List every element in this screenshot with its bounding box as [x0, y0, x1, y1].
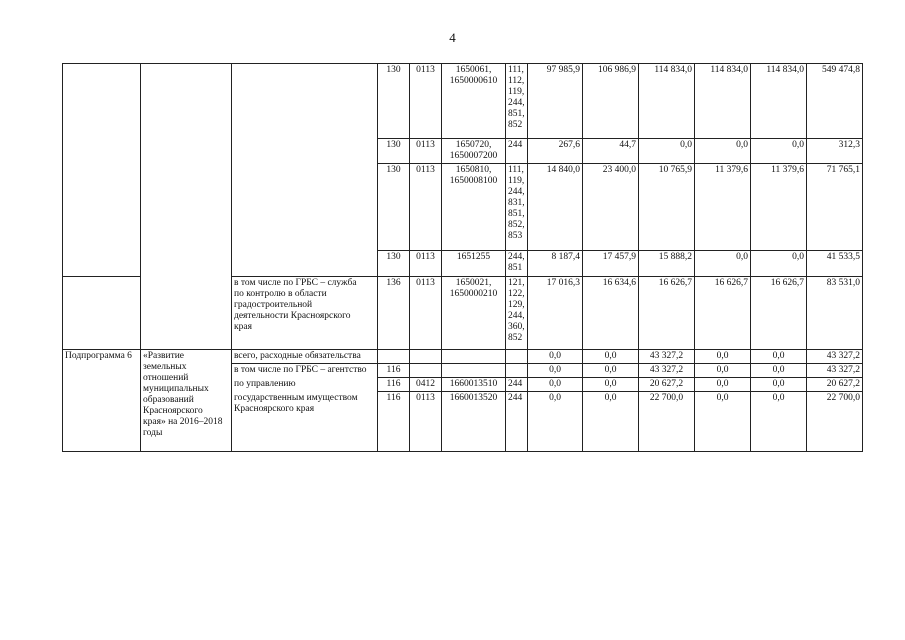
- label-cell: в том числе по ГРБС – служба по контролю в области градостроительной деятельности Красноярского края: [232, 277, 378, 350]
- vr-cell: [506, 364, 528, 378]
- csr-cell: [442, 350, 506, 364]
- label-cell: всего, расходные обязательства: [232, 350, 378, 364]
- vr-cell: 244: [506, 139, 528, 164]
- total-cell: 43 327,2: [807, 364, 863, 378]
- grbs-cell: 130: [378, 251, 410, 277]
- value-cell: 114 834,0: [639, 64, 695, 139]
- rzpr-cell: 0412: [410, 378, 442, 392]
- grbs-cell: 130: [378, 164, 410, 251]
- value-cell: 0,0: [639, 139, 695, 164]
- value-cell: 0,0: [751, 350, 807, 364]
- grbs-cell: 116: [378, 364, 410, 378]
- grbs-cell: 136: [378, 277, 410, 350]
- rzpr-cell: 0113: [410, 139, 442, 164]
- label-cell: по управлению: [232, 378, 378, 392]
- value-cell: 44,7: [583, 139, 639, 164]
- value-cell: 97 985,9: [528, 64, 583, 139]
- vr-cell: 244: [506, 378, 528, 392]
- value-cell: 0,0: [528, 350, 583, 364]
- value-cell: 0,0: [583, 378, 639, 392]
- csr-cell: 1650810, 1650008100: [442, 164, 506, 251]
- value-cell: 106 986,9: [583, 64, 639, 139]
- label-cell: государственным имуществом Красноярского края: [232, 392, 378, 452]
- status-cell: [63, 277, 141, 350]
- value-cell: 22 700,0: [639, 392, 695, 452]
- value-cell: 16 626,7: [751, 277, 807, 350]
- vr-cell: 111, 112, 119, 244, 851, 852: [506, 64, 528, 139]
- value-cell: 11 379,6: [751, 164, 807, 251]
- value-cell: 0,0: [695, 139, 751, 164]
- value-cell: 267,6: [528, 139, 583, 164]
- vr-cell: 111, 119, 244, 831, 851, 852, 853: [506, 164, 528, 251]
- value-cell: 16 626,7: [695, 277, 751, 350]
- label-cell: [232, 64, 378, 277]
- value-cell: 114 834,0: [695, 64, 751, 139]
- grbs-cell: 116: [378, 378, 410, 392]
- label-cell: в том числе по ГРБС – агентство: [232, 364, 378, 378]
- subprogram-name-cell: «Развитие земельных отношений муниципальных образований Красноярского края» на 2016–2018 годы: [141, 350, 232, 452]
- total-cell: 43 327,2: [807, 350, 863, 364]
- value-cell: 0,0: [528, 364, 583, 378]
- csr-cell: [442, 364, 506, 378]
- budget-table: [62, 63, 863, 452]
- total-cell: 83 531,0: [807, 277, 863, 350]
- csr-cell: 1650720, 1650007200: [442, 139, 506, 164]
- subprogram-status-cell: Подпрограмма 6: [63, 350, 141, 452]
- value-cell: 0,0: [695, 392, 751, 452]
- table-row: [63, 64, 863, 139]
- vr-cell: 244: [506, 392, 528, 452]
- vr-cell: 121, 122, 129, 244, 360, 852: [506, 277, 528, 350]
- rzpr-cell: 0113: [410, 251, 442, 277]
- value-cell: 14 840,0: [528, 164, 583, 251]
- csr-cell: 1660013520: [442, 392, 506, 452]
- value-cell: 0,0: [583, 350, 639, 364]
- total-cell: 22 700,0: [807, 392, 863, 452]
- rzpr-cell: [410, 364, 442, 378]
- value-cell: 0,0: [751, 392, 807, 452]
- value-cell: 0,0: [695, 350, 751, 364]
- total-cell: 312,3: [807, 139, 863, 164]
- csr-cell: 1650021, 1650000210: [442, 277, 506, 350]
- total-cell: 549 474,8: [807, 64, 863, 139]
- name-cell: [141, 64, 232, 350]
- value-cell: 43 327,2: [639, 364, 695, 378]
- total-cell: 41 533,5: [807, 251, 863, 277]
- total-cell: 20 627,2: [807, 378, 863, 392]
- value-cell: 0,0: [751, 378, 807, 392]
- table-row: [63, 350, 863, 364]
- grbs-cell: 116: [378, 392, 410, 452]
- value-cell: 15 888,2: [639, 251, 695, 277]
- rzpr-cell: 0113: [410, 164, 442, 251]
- rzpr-cell: 0113: [410, 277, 442, 350]
- value-cell: 16 634,6: [583, 277, 639, 350]
- value-cell: 17 016,3: [528, 277, 583, 350]
- value-cell: 0,0: [695, 251, 751, 277]
- value-cell: 0,0: [528, 392, 583, 452]
- value-cell: 0,0: [528, 378, 583, 392]
- value-cell: 23 400,0: [583, 164, 639, 251]
- value-cell: 20 627,2: [639, 378, 695, 392]
- value-cell: 114 834,0: [751, 64, 807, 139]
- value-cell: 0,0: [751, 364, 807, 378]
- vr-cell: 244, 851: [506, 251, 528, 277]
- total-cell: 71 765,1: [807, 164, 863, 251]
- value-cell: 16 626,7: [639, 277, 695, 350]
- status-cell: [63, 64, 141, 277]
- value-cell: 0,0: [695, 364, 751, 378]
- value-cell: 0,0: [751, 251, 807, 277]
- value-cell: 43 327,2: [639, 350, 695, 364]
- value-cell: 8 187,4: [528, 251, 583, 277]
- rzpr-cell: [410, 350, 442, 364]
- value-cell: 17 457,9: [583, 251, 639, 277]
- csr-cell: 1660013510: [442, 378, 506, 392]
- value-cell: 10 765,9: [639, 164, 695, 251]
- value-cell: 0,0: [695, 378, 751, 392]
- grbs-cell: 130: [378, 139, 410, 164]
- grbs-cell: [378, 350, 410, 364]
- csr-cell: 1650061, 1650000610: [442, 64, 506, 139]
- value-cell: 0,0: [583, 364, 639, 378]
- rzpr-cell: 0113: [410, 64, 442, 139]
- grbs-cell: 130: [378, 64, 410, 139]
- page-number: 4: [449, 30, 456, 45]
- csr-cell: 1651255: [442, 251, 506, 277]
- value-cell: 0,0: [583, 392, 639, 452]
- value-cell: 0,0: [751, 139, 807, 164]
- value-cell: 11 379,6: [695, 164, 751, 251]
- rzpr-cell: 0113: [410, 392, 442, 452]
- vr-cell: [506, 350, 528, 364]
